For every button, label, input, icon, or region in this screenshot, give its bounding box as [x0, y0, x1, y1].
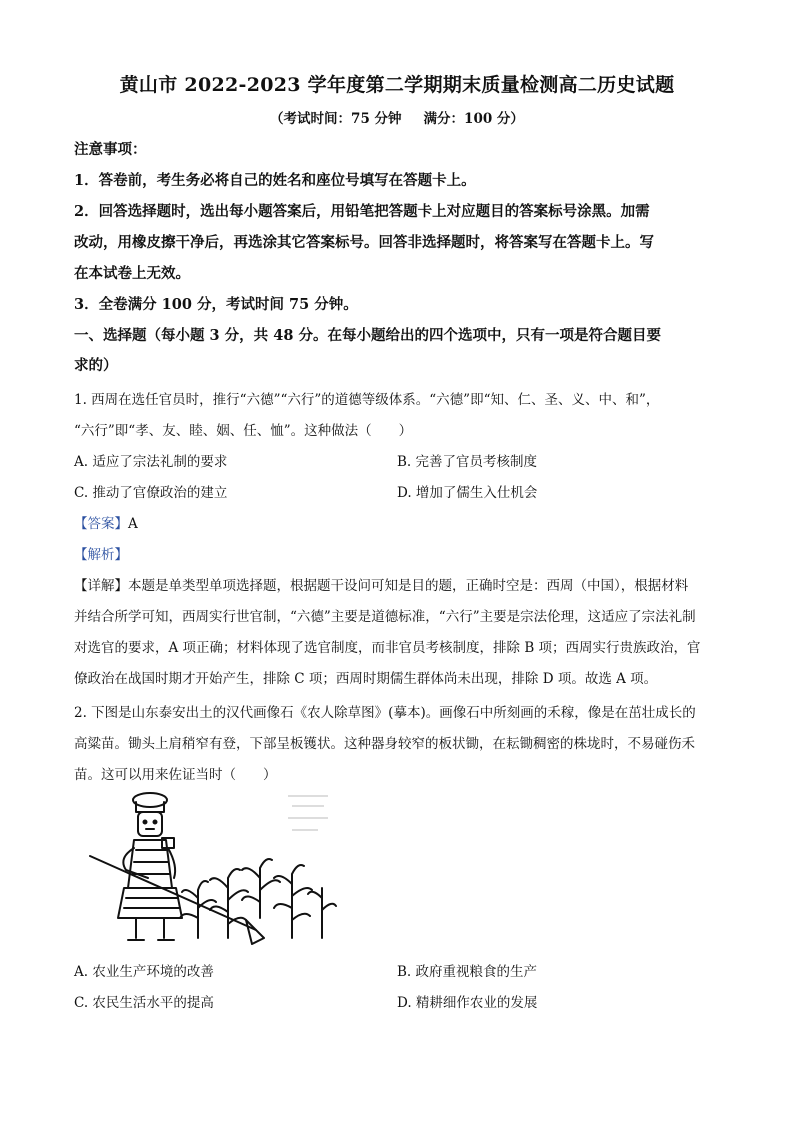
- q2-stem-line-3: 苗。这可以用来佐证当时（ ）: [74, 767, 277, 783]
- notice-item-2-line-2: 改动，用橡皮擦干净后，再选涂其它答案标号。回答非选择题时，将答案写在答题卡上。写: [74, 234, 654, 251]
- notice-item-2-line-1: 2．回答选择题时，选出每小题答案后，用铅笔把答题卡上对应题目的答案标号涂黑。加需: [74, 203, 650, 220]
- section-heading-line-1: 一、选择题（每小题 3 分，共 48 分。在每小题给出的四个选项中，只有一项是符合题目要: [74, 327, 661, 344]
- q1-option-d: D. 增加了儒生入仕机会: [397, 485, 538, 501]
- exam-score: 满分：100 分）: [423, 111, 524, 127]
- notice-heading: 注意事项：: [74, 141, 147, 158]
- detail-text-1: 本题是单类型单项选择题，根据题干设问可知是目的题，正确时空是：西周（中国），根据材料: [128, 578, 689, 594]
- q1-detail-line-2: 并结合所学可知，西周实行世官制，“六德”主要是道德标准，“六行”主要是宗法伦理，这适应了宗法礼制: [74, 609, 696, 625]
- q1-detail-line-3: 对选官的要求，A 项正确；材料体现了选官制度，而非官员考核制度，排除 B 项；西周实行贵族政治，官: [74, 640, 701, 656]
- q1-answer: [74, 514, 734, 534]
- q1-option-b: B. 完善了官员考核制度: [397, 454, 538, 470]
- q1-detail-line-1: [74, 576, 734, 596]
- q2-option-c: C. 农民生活水平的提高: [74, 995, 214, 1011]
- farmer-weeding-illustration: [78, 778, 338, 953]
- analysis-tag: 【解析】: [74, 547, 128, 563]
- q2-stem-line-2: 高粱苗。锄头上肩稍窄有登，下部呈板镬状。这种器身较窄的板状锄，在耘锄稠密的株垅时，不易碰伤禾: [74, 736, 695, 752]
- q1-option-a: A. 适应了宗法礼制的要求: [74, 454, 228, 470]
- section-heading-line-2: 求的）: [74, 357, 118, 374]
- answer-value: A: [128, 516, 138, 532]
- notice-item-2-line-3: 在本试卷上无效。: [74, 265, 190, 282]
- q1-stem-line-2: “六行”即“孝、友、睦、姻、任、恤”。这种做法（ ）: [74, 423, 413, 439]
- q2-stem-line-1: 2. 下图是山东泰安出土的汉代画像石《农人除草图》(摹本)。画像石中所刻画的禾稼，像是在茁壮成长的: [74, 705, 696, 721]
- q2-option-d: D. 精耕细作农业的发展: [397, 995, 538, 1011]
- q1-detail-line-4: 僚政治在战国时期才开始产生，排除 C 项；西周时期儒生群体尚未出现，排除 D 项。故选 A 项。: [74, 671, 658, 687]
- notice-item-3: 3．全卷满分 100 分，考试时间 75 分钟。: [74, 296, 358, 313]
- exam-time: （考试时间：75 分钟: [270, 111, 402, 127]
- exam-title: 黄山市 2022-2023 学年度第二学期期末质量检测高二历史试题: [119, 74, 675, 96]
- answer-tag: 【答案】: [74, 516, 128, 532]
- q2-option-b: B. 政府重视粮食的生产: [397, 964, 538, 980]
- detail-tag: 【详解】: [74, 578, 128, 594]
- notice-item-1: 1．答卷前，考生务必将自己的姓名和座位号填写在答题卡上。: [74, 172, 476, 189]
- q1-analysis: [74, 545, 734, 565]
- q1-stem-line-1: 1. 西周在选任官员时，推行“六德”“六行”的道德等级体系。“六德”即“知、仁、圣、义、中、和”，: [74, 392, 660, 408]
- q2-option-a: A. 农业生产环境的改善: [74, 964, 214, 980]
- exam-info: [0, 107, 794, 127]
- q1-option-c: C. 推动了官僚政治的建立: [74, 485, 228, 501]
